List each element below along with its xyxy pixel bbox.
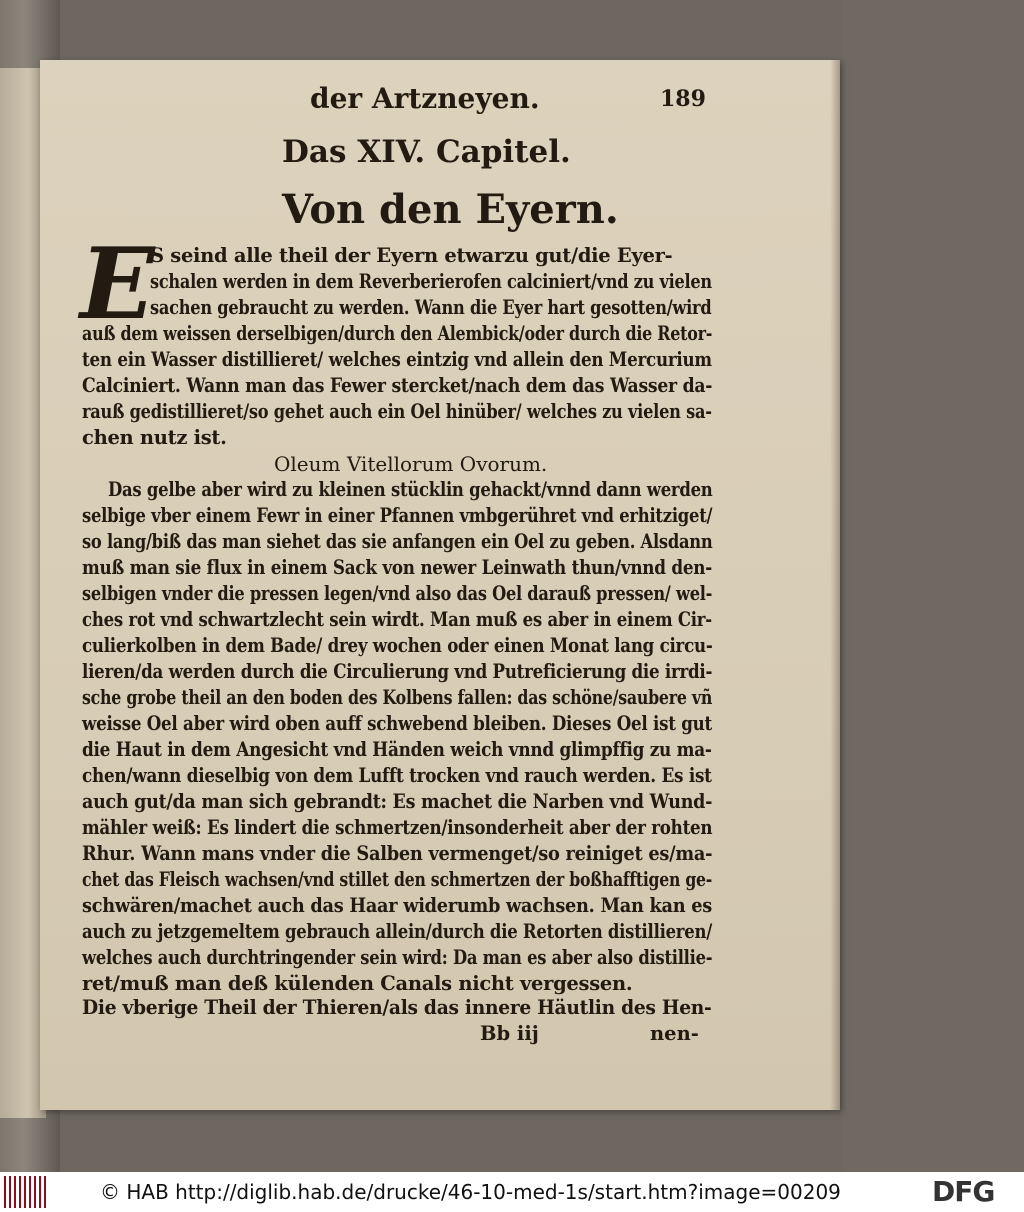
subheading: Oleum Vitellorum Ovorum. bbox=[274, 452, 548, 476]
text-line: Rhur. Wann mans vnder die Salben vermenget/so reiniget es/ma- bbox=[82, 842, 713, 865]
text-line: auß dem weissen derselbigen/durch den Alembick/oder durch die Retor- bbox=[82, 322, 713, 345]
text-line: lieren/da werden durch die Circulierung vnd Putreficierung die irrdi- bbox=[82, 660, 713, 683]
text-line: S seind alle theil der Eyern etwarzu gut/die Eyer- bbox=[150, 244, 673, 267]
chapter-title: Das XIV. Capitel. bbox=[282, 134, 571, 170]
text-line: Das gelbe aber wird zu kleinen stücklin gehackt/vnnd dann werden bbox=[108, 478, 713, 501]
catchword: nen- bbox=[650, 1022, 699, 1045]
dfg-logo: DFG bbox=[932, 1175, 995, 1208]
text-line: rauß gedistillieret/so gehet auch ein Oel hinüber/ welches zu vielen sa- bbox=[82, 400, 712, 423]
text-line: chen nutz ist. bbox=[82, 426, 227, 449]
text-line: muß man sie flux in einem Sack von newer Leinwath thun/vnnd den- bbox=[82, 556, 712, 579]
text-line: auch zu jetzgemeltem gebrauch allein/durch die Retorten distillieren/ bbox=[82, 920, 712, 943]
section-heading: Von den Eyern. bbox=[282, 186, 619, 233]
page-gutter-shadow bbox=[830, 60, 840, 1110]
text-line: Calciniert. Wann man das Fewer stercket/nach dem das Wasser da- bbox=[82, 374, 713, 397]
text-line: selbigen vnder die pressen legen/vnd also das Oel darauß pressen/ wel- bbox=[82, 582, 713, 605]
text-line: welches auch durchtringender sein wird: Da man es aber also distillie- bbox=[82, 946, 713, 969]
text-line: schalen werden in dem Reverberierofen calciniert/vnd zu vielen bbox=[150, 270, 712, 293]
text-line: ches rot vnd schwartzlecht sein wirdt. Man muß es aber in einem Cir- bbox=[82, 608, 712, 631]
text-line: culierkolben in dem Bade/ drey wochen oder einen Monat lang circu- bbox=[82, 634, 713, 657]
text-line: sachen gebraucht zu werden. Wann die Eyer hart gesotten/wird bbox=[150, 296, 712, 319]
text-line: weisse Oel aber wird oben auff schwebend bleiben. Dieses Oel ist gut bbox=[82, 712, 712, 735]
text-line: Die vberige Theil der Thieren/als das innere Häutlin des Hen- bbox=[82, 996, 712, 1019]
text-line: sche grobe theil an den boden des Kolbens fallen: das schöne/saubere vñ bbox=[82, 686, 713, 709]
text-line: chen/wann dieselbig von dem Lufft trocken vnd rauch werden. Es ist bbox=[82, 764, 712, 787]
scan-background-right bbox=[842, 0, 1024, 1172]
drop-capital: E bbox=[80, 227, 155, 342]
text-line: selbige vber einem Fewr in einer Pfannen vmbgerühret vnd erhitziget/ bbox=[82, 504, 713, 527]
text-line: ten ein Wasser distillieret/ welches eintzig vnd allein den Mercurium bbox=[82, 348, 712, 371]
page-number: 189 bbox=[660, 86, 706, 112]
running-head: der Artzneyen. bbox=[310, 82, 540, 115]
text-line: mähler weiß: Es lindert die schmertzen/insonderheit aber der rohten bbox=[82, 816, 713, 839]
text-line: auch gut/da man sich gebrandt: Es machet die Narben vnd Wund- bbox=[82, 790, 713, 813]
text-line: die Haut in dem Angesicht vnd Händen weich vnnd glimpffig zu ma- bbox=[82, 738, 712, 761]
text-line: schwären/machet auch das Haar widerumb wachsen. Man kan es bbox=[82, 894, 712, 917]
hab-logo-icon bbox=[4, 1176, 46, 1208]
signature-mark: Bb iij bbox=[480, 1022, 539, 1045]
footer-copyright-link[interactable]: © HAB http://diglib.hab.de/drucke/46-10-med-1s/start.htm?image=00209 bbox=[100, 1180, 841, 1204]
footer-bar bbox=[0, 1172, 1024, 1212]
text-line: chet das Fleisch wachsen/vnd stillet den schmertzen der boßhafftigen ge- bbox=[82, 868, 713, 891]
text-line: ret/muß man deß külenden Canals nicht vergessen. bbox=[82, 972, 633, 995]
text-line: so lang/biß das man siehet das sie anfangen ein Oel zu geben. Alsdann bbox=[82, 530, 713, 553]
